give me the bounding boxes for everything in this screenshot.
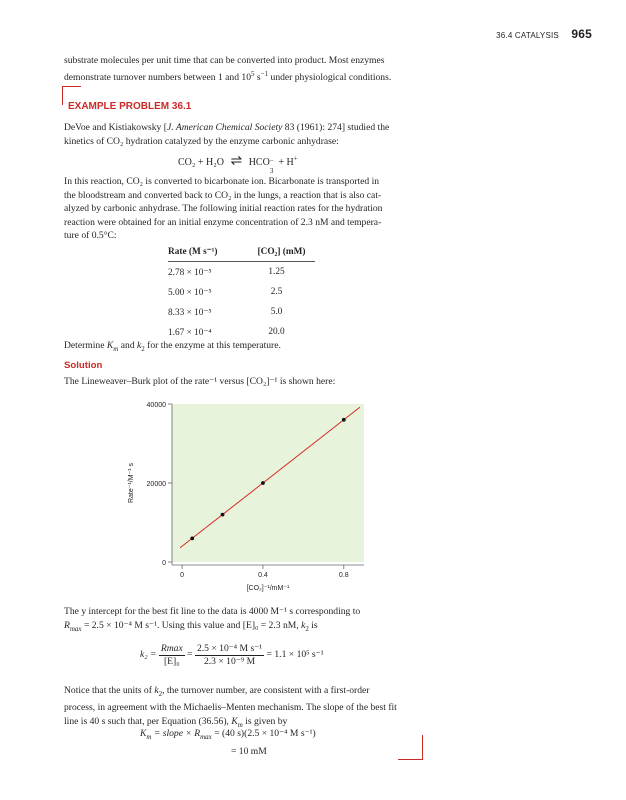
col-co2-header: [CO₂] (mM) [228, 244, 316, 262]
data-point [190, 536, 194, 540]
intro-line-2: demonstrate turnover numbers between 1 and $10^5$ $s^{-1}$ under physiological conditions. [64, 69, 392, 83]
page-number: 965 [571, 27, 592, 41]
example-question: Determine $K_m$ and $k_2$ for the enzyme at this temperature. [64, 340, 281, 353]
fraction-rmax-over-e0: $\frac{Rmax}{\text{[E]₀}}$ [160, 643, 183, 667]
y-tick-label: 0 [162, 560, 166, 567]
solution-paragraph-1: The y intercept for the best fit line to the data is 4000 M⁻¹ s corresponding to $R_{max} = 2.5 \times 10^{-4}$ M s⁻¹. Using this value and [E]₀ = 2.3 nM, $k_2$ is [64, 606, 361, 633]
solution-paragraph-2: Notice that the units of $k_2$, the turnover number, are consistent with a first-order process, in agreement with the Michaelis–Menten mechanism. The slope of the best fit line is 40 s such that, per Equation (36.56), $K_m$ is given by [64, 685, 397, 729]
col-rate-header: Rate (M s⁻¹) [168, 244, 228, 262]
table-row: 8.33 × 10⁻⁵ 5.0 [168, 307, 283, 318]
end-of-example-mark [398, 735, 423, 760]
running-header [496, 27, 592, 41]
equilibrium-arrow-icon: ⇌ [230, 154, 243, 169]
data-point [261, 481, 265, 485]
example-body: In this reaction, CO₂ is converted to bicarbonate ion. Bicarbonate is transported in the bloodstream and converted back to CO₂ in the lungs, a reaction that is also cat- alyzed by carbonic anhydrase. The following initial reaction rates for the hydration reaction were obtained for an initial enzyme concentration of 2.3 nM and tempera- ture of 0.5°C: [64, 176, 383, 241]
y-axis-label: Rate⁻¹/M⁻¹ s [128, 462, 135, 504]
plot-background [172, 404, 364, 562]
example-reference: DeVoe and Kistiakowsky [J. American Chemical Society 83 (1961): 274] studied the kinetics of CO₂ hydration catalyzed by the enzyme carbonic anhydrase: [64, 122, 390, 147]
solution-intro: The Lineweaver–Burk plot of the rate⁻¹ versus [CO₂]⁻¹ is shown here: [64, 376, 336, 387]
x-axis-label: [CO₂]⁻¹/mM⁻¹ [246, 585, 290, 592]
table-header-row [168, 244, 315, 262]
k2-equation: k₂ = $\frac{Rmax}{\text{[E]₀}}$ = $\frac{\text{2.5 × 10⁻⁴ M s⁻¹}}{\text{2.3 × 10⁻⁹ M}}$ = 1.1 × 10⁵ s⁻¹ [140, 643, 324, 667]
journal-name: J. American Chemical Society [166, 122, 283, 133]
x-tick-label: 0.8 [338, 572, 349, 579]
y-tick-label: 40000 [146, 402, 166, 409]
header-section: 36.4 CATALYSIS [496, 31, 559, 40]
fraction-values: $\frac{\text{2.5 × 10⁻⁴ M s⁻¹}}{\text{2.3 × 10⁻⁹ M}}$ [196, 643, 263, 667]
data-point [342, 418, 346, 422]
reaction-equation: CO₂ + H₂O ⇌ HCO − 3 + H+ [178, 154, 298, 175]
intro-paragraph [64, 54, 534, 84]
solution-title: Solution [64, 360, 103, 371]
table-row: 5.00 × 10⁻⁵ 2.5 [168, 287, 283, 298]
table-row: 2.78 × 10⁻⁵ 1.25 [168, 267, 285, 278]
data-point [221, 513, 225, 517]
km-result: = 10 mM [231, 746, 267, 757]
table-row: 1.67 × 10⁻⁴ 20.0 [168, 327, 285, 338]
example-title: EXAMPLE PROBLEM 36.1 [68, 101, 192, 112]
intro-line-1: substrate molecules per unit time that can be converted into product. Most enzymes [64, 55, 385, 66]
x-tick-label: 0.4 [258, 572, 268, 579]
km-equation: $K_m$ = slope × $R_{max} = (40$ s)(2.5 × 10⁻⁴ M s⁻¹) [140, 728, 316, 741]
x-tick-label: 0 [180, 572, 185, 579]
lineweaver-burk-chart [0, 398, 626, 598]
rate-data-table [168, 244, 315, 342]
y-tick-label: 20000 [146, 481, 166, 488]
